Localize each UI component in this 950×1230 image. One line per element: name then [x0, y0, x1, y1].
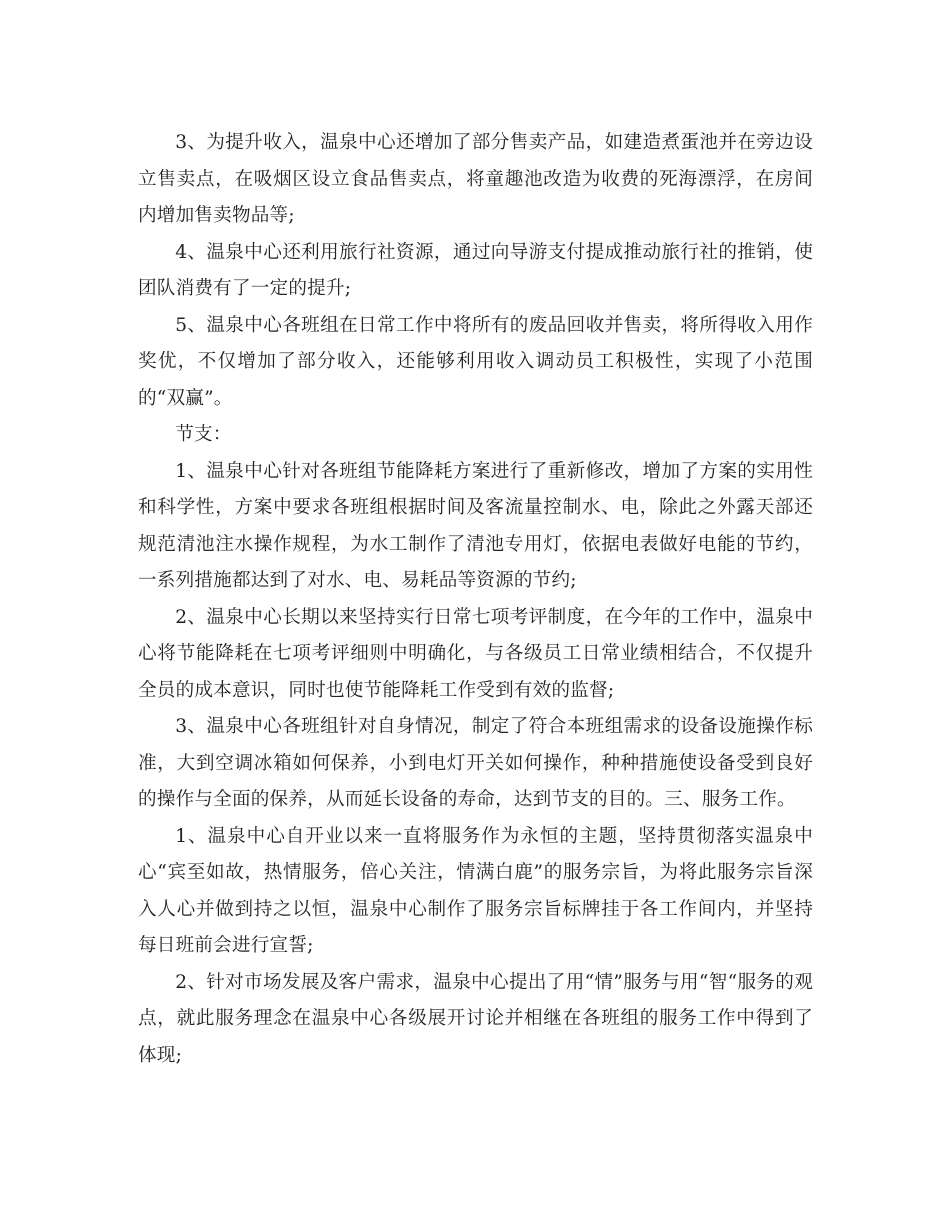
paragraph-saving-3: 3、温泉中心各班组针对自身情况，制定了符合本班组需求的设备设施操作标准，大到空调冰箱如何保养，小到电灯开关如何操作，种种措施使设备受到良好的操作与全面的保养，从而延长设备的寿命，达到节支的目的。三、服务工作。	[138, 716, 813, 810]
paragraph-saving-1: 1、温泉中心针对各班组节能降耗方案进行了重新修改，增加了方案的实用性和科学性，方案中要求各班组根据时间及客流量控制水、电，除此之外露天部还规范清池注水操作规程，为水工制作了清池专用灯，依据电表做好电能的节约，一系列措施都达到了对水、电、易耗品等资源的节约;	[138, 460, 813, 591]
paragraph-service-2: 2、针对市场发展及客户需求，温泉中心提出了用“情”服务与用“智“服务的观点，就此服务理念在温泉中心各级展开讨论并相继在各班组的服务工作中得到了体现;	[138, 971, 813, 1066]
paragraph-income-3: 3、为提升收入，温泉中心还增加了部分售卖产品，如建造煮蛋池并在旁边设立售卖点，在吸烟区设立食品售卖点，将童趣池改造为收费的死海漂浮，在房间内增加售卖物品等;	[138, 132, 813, 226]
paragraph-income-4: 4、温泉中心还利用旅行社资源，通过向导游支付提成推动旅行社的推销，使团队消费有了一定的提升;	[138, 241, 813, 299]
paragraph-income-5: 5、温泉中心各班组在日常工作中将所有的废品回收并售卖，将所得收入用作奖优，不仅增加了部分收入，还能够利用收入调动员工积极性，实现了小范围的“双赢”。	[138, 314, 813, 409]
document-body	[138, 125, 813, 1074]
paragraph-service-1: 1、温泉中心自开业以来一直将服务作为永恒的主题，坚持贯彻落实温泉中心“宾至如故，热情服务，倍心关注，情满白鹿”的服务宗旨，为将此服务宗旨深入人心并做到持之以恒，温泉中心制作了服务宗旨标牌挂于各工作间内，并坚持每日班前会进行宣誓;	[138, 825, 813, 956]
section-heading-cost-saving: 节支：	[175, 424, 232, 445]
paragraph-saving-2: 2、温泉中心长期以来坚持实行日常七项考评制度，在今年的工作中，温泉中心将节能降耗在七项考评细则中明确化，与各级员工日常业绩相结合，不仅提升全员的成本意识，同时也使节能降耗工作受到有效的监督;	[138, 606, 813, 701]
